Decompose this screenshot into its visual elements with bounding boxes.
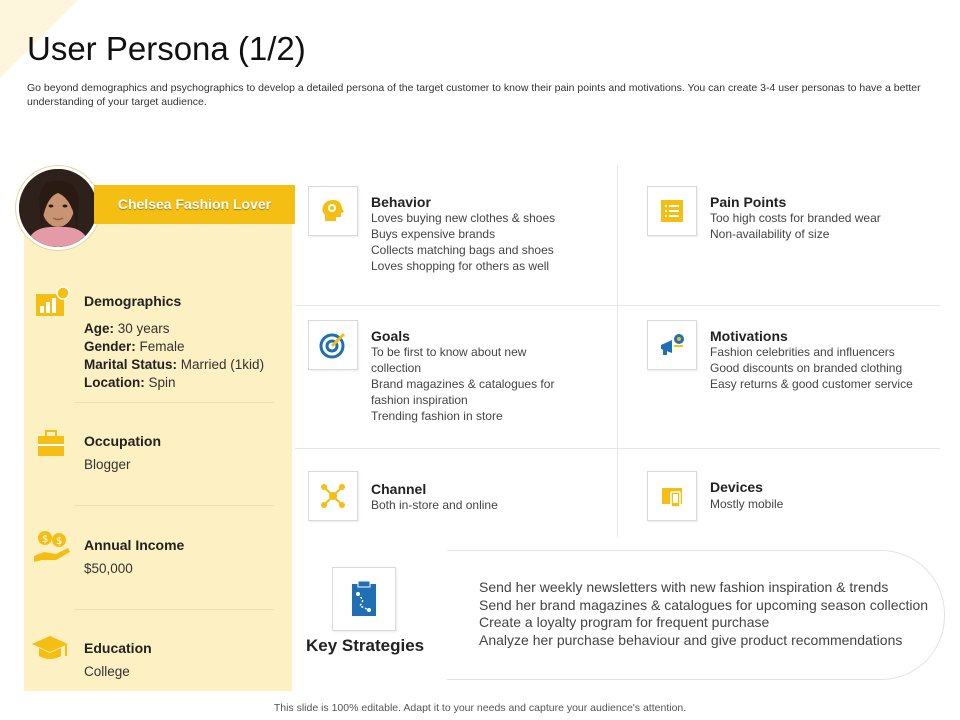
- education-value: College: [84, 664, 130, 679]
- svg-text:$: $: [56, 536, 63, 547]
- strategy-icon-box: [332, 567, 396, 631]
- channel-title: Channel: [371, 481, 427, 497]
- list-item: Send her brand magazines & catalogues for upcoming season collection: [479, 596, 929, 613]
- pain-points-title: Pain Points: [710, 194, 787, 210]
- education-title: Education: [84, 640, 152, 656]
- behavior-icon-box: [308, 186, 358, 236]
- money-hand-icon: [32, 526, 68, 562]
- graduation-cap-icon: [30, 632, 66, 668]
- intro-text: Go beyond demographics and psychographics to develop a detailed persona of the target customer to know their pain points and motivations. You can create 3-4 user personas to have a better understanding of your target audience.: [27, 82, 921, 108]
- mobile-icon: [658, 482, 686, 510]
- svg-text:$: $: [42, 534, 49, 545]
- divider: [74, 402, 274, 403]
- target-icon: [319, 331, 347, 359]
- chart-icon: [34, 286, 70, 322]
- list-icon: [658, 197, 686, 225]
- motivations-title: Motivations: [710, 328, 788, 344]
- list-item: Send her weekly newsletters with new fashion inspiration & trends: [479, 579, 889, 595]
- devices-title: Devices: [710, 479, 763, 495]
- income-value: $50,000: [84, 561, 133, 576]
- demographics-title: Demographics: [84, 293, 182, 309]
- strategy-list: [479, 579, 928, 649]
- behavior-text: Loves buying new clothes & shoes Buys expensive brands Collects matching bags and shoes Loves shopping for others as well: [371, 211, 556, 273]
- pain-points-icon-box: [647, 186, 697, 236]
- goals-icon-box: [308, 320, 358, 370]
- list-item: Create a loyalty program for frequent purchase: [479, 614, 770, 630]
- channel-text: Both in-store and online: [371, 498, 498, 512]
- demographics-details: Age: 30 years Gender: Female Marital Status: Married (1kid) Location: Spin: [84, 321, 265, 390]
- goals-text: To be first to know about new collection Brand magazines & catalogues for fashion inspiration Trending fashion in store: [371, 345, 555, 423]
- devices-text: Mostly mobile: [710, 497, 784, 511]
- motivations-text: Fashion celebrities and influencers Good discounts on branded clothing Easy returns & good customer service: [710, 345, 913, 391]
- motivations-icon-box: [647, 320, 697, 370]
- page-title: User Persona (1/2): [27, 30, 306, 67]
- behavior-title: Behavior: [371, 194, 431, 210]
- head-gear-icon: [319, 197, 347, 225]
- channel-icon-box: [308, 471, 358, 521]
- grid-divider: [617, 165, 618, 537]
- network-icon: [319, 482, 347, 510]
- occupation-value: Blogger: [84, 457, 131, 472]
- devices-icon-box: [647, 471, 697, 521]
- grid-divider: [295, 305, 940, 306]
- income-title: Annual Income: [84, 537, 185, 553]
- clipboard-icon: [350, 580, 378, 623]
- briefcase-icon: [34, 426, 70, 462]
- divider: [74, 609, 274, 610]
- footer-note: This slide is 100% editable. Adapt it to your needs and capture your audience's attention.: [273, 702, 687, 714]
- persona-name-banner: Chelsea Fashion Lover: [94, 185, 295, 224]
- occupation-title: Occupation: [84, 433, 162, 449]
- goals-title: Goals: [371, 328, 410, 344]
- divider: [74, 505, 274, 506]
- pain-points-text: Too high costs for branded wear Non-availability of size: [710, 211, 881, 241]
- list-item: Analyze her purchase behaviour and give product recommendations: [479, 631, 903, 648]
- strategy-title: Key Strategies: [306, 636, 425, 655]
- avatar: [16, 166, 100, 250]
- grid-divider: [295, 448, 940, 449]
- megaphone-icon: [658, 331, 686, 359]
